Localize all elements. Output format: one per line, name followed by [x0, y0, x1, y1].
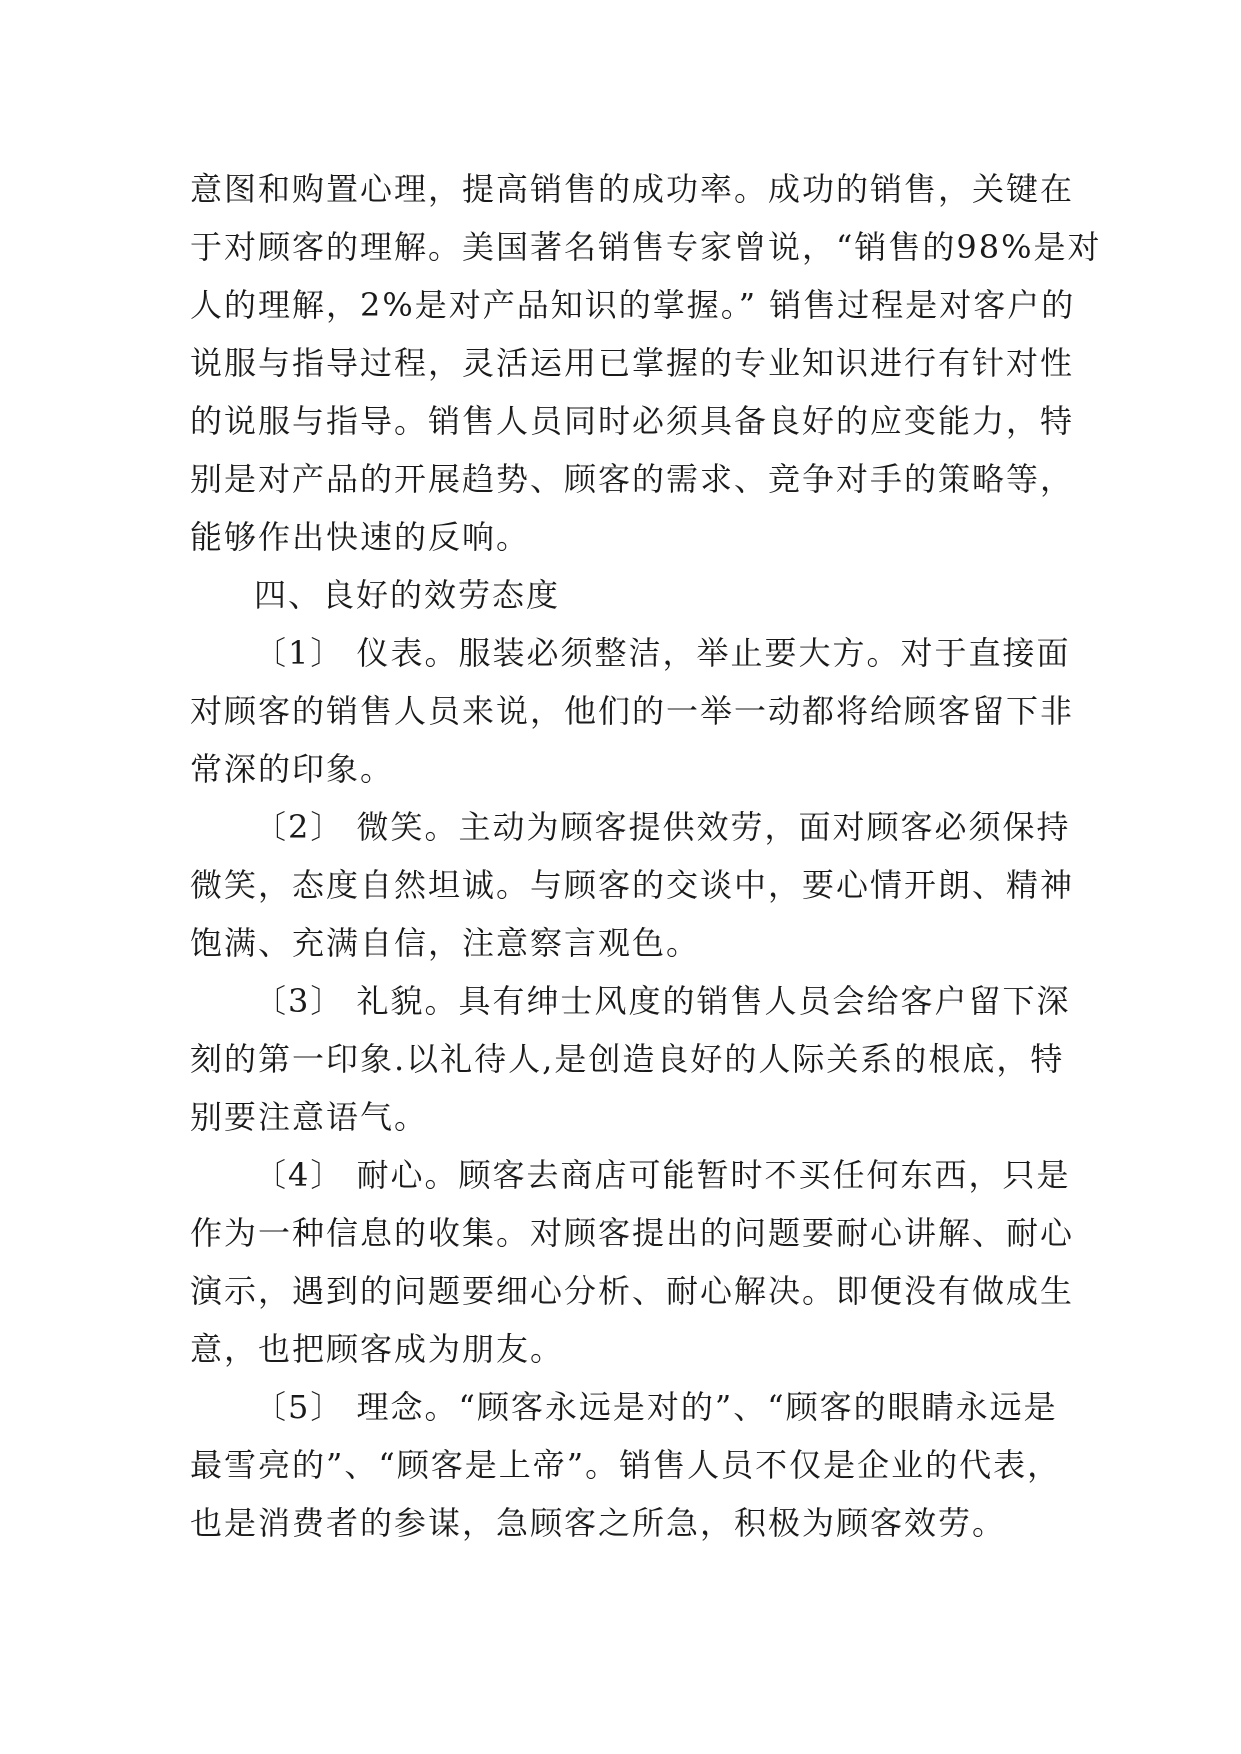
text-line: 意图和购置心理，提高销售的成功率。成功的销售，关键在	[190, 170, 1075, 208]
text-line: 别要注意语气。	[190, 1098, 429, 1136]
paragraph-first-line: 〔2〕 微笑。主动为顾客提供效劳，面对顾客必须保持	[254, 808, 1071, 846]
paragraph-first-line: 〔5〕 理念。“顾客永远是对的”、“顾客的眼睛永远是	[254, 1388, 1058, 1426]
text-line: 饱满、充满自信，注意察言观色。	[190, 924, 701, 962]
text-line: 的说服与指导。销售人员同时必须具备良好的应变能力，特	[190, 402, 1075, 440]
text-line: 常深的印象。	[190, 750, 395, 788]
text-line: 人的理解，2%是对产品知识的掌握。” 销售过程是对客户的	[190, 286, 1076, 324]
paragraph-first-line: 〔4〕 耐心。顾客去商店可能暂时不买任何东西，只是	[254, 1156, 1071, 1194]
text-line: 能够作出快速的反响。	[190, 518, 531, 556]
text-line: 说服与指导过程，灵活运用已掌握的专业知识进行有针对性	[190, 344, 1075, 382]
text-line: 也是消费者的参谋，急顾客之所急，积极为顾客效劳。	[190, 1504, 1007, 1542]
text-line: 于对顾客的理解。美国著名销售专家曾说，“销售的98%是对	[190, 228, 1102, 266]
text-line: 别是对产品的开展趋势、顾客的需求、竞争对手的策略等，	[190, 460, 1075, 498]
text-line: 演示，遇到的问题要细心分析、耐心解决。即便没有做成生	[190, 1272, 1075, 1310]
paragraph-first-line: 〔3〕 礼貌。具有绅士风度的销售人员会给客户留下深	[254, 982, 1071, 1020]
document-body	[190, 160, 1102, 1552]
text-line: 微笑，态度自然坦诚。与顾客的交谈中，要心情开朗、精神	[190, 866, 1075, 904]
text-line: 刻的第一印象.以礼待人,是创造良好的人际关系的根底，特	[190, 1040, 1065, 1078]
text-line: 意，也把顾客成为朋友。	[190, 1330, 565, 1368]
paragraph-first-line: 〔1〕 仪表。服装必须整洁，举止要大方。对于直接面	[254, 634, 1071, 672]
text-line: 作为一种信息的收集。对顾客提出的问题要耐心讲解、耐心	[190, 1214, 1075, 1252]
text-line: 最雪亮的”、“顾客是上帝”。销售人员不仅是企业的代表，	[190, 1446, 1062, 1484]
text-line: 对顾客的销售人员来说，他们的一举一动都将给顾客留下非	[190, 692, 1075, 730]
section-heading: 四、良好的效劳态度	[254, 576, 561, 614]
